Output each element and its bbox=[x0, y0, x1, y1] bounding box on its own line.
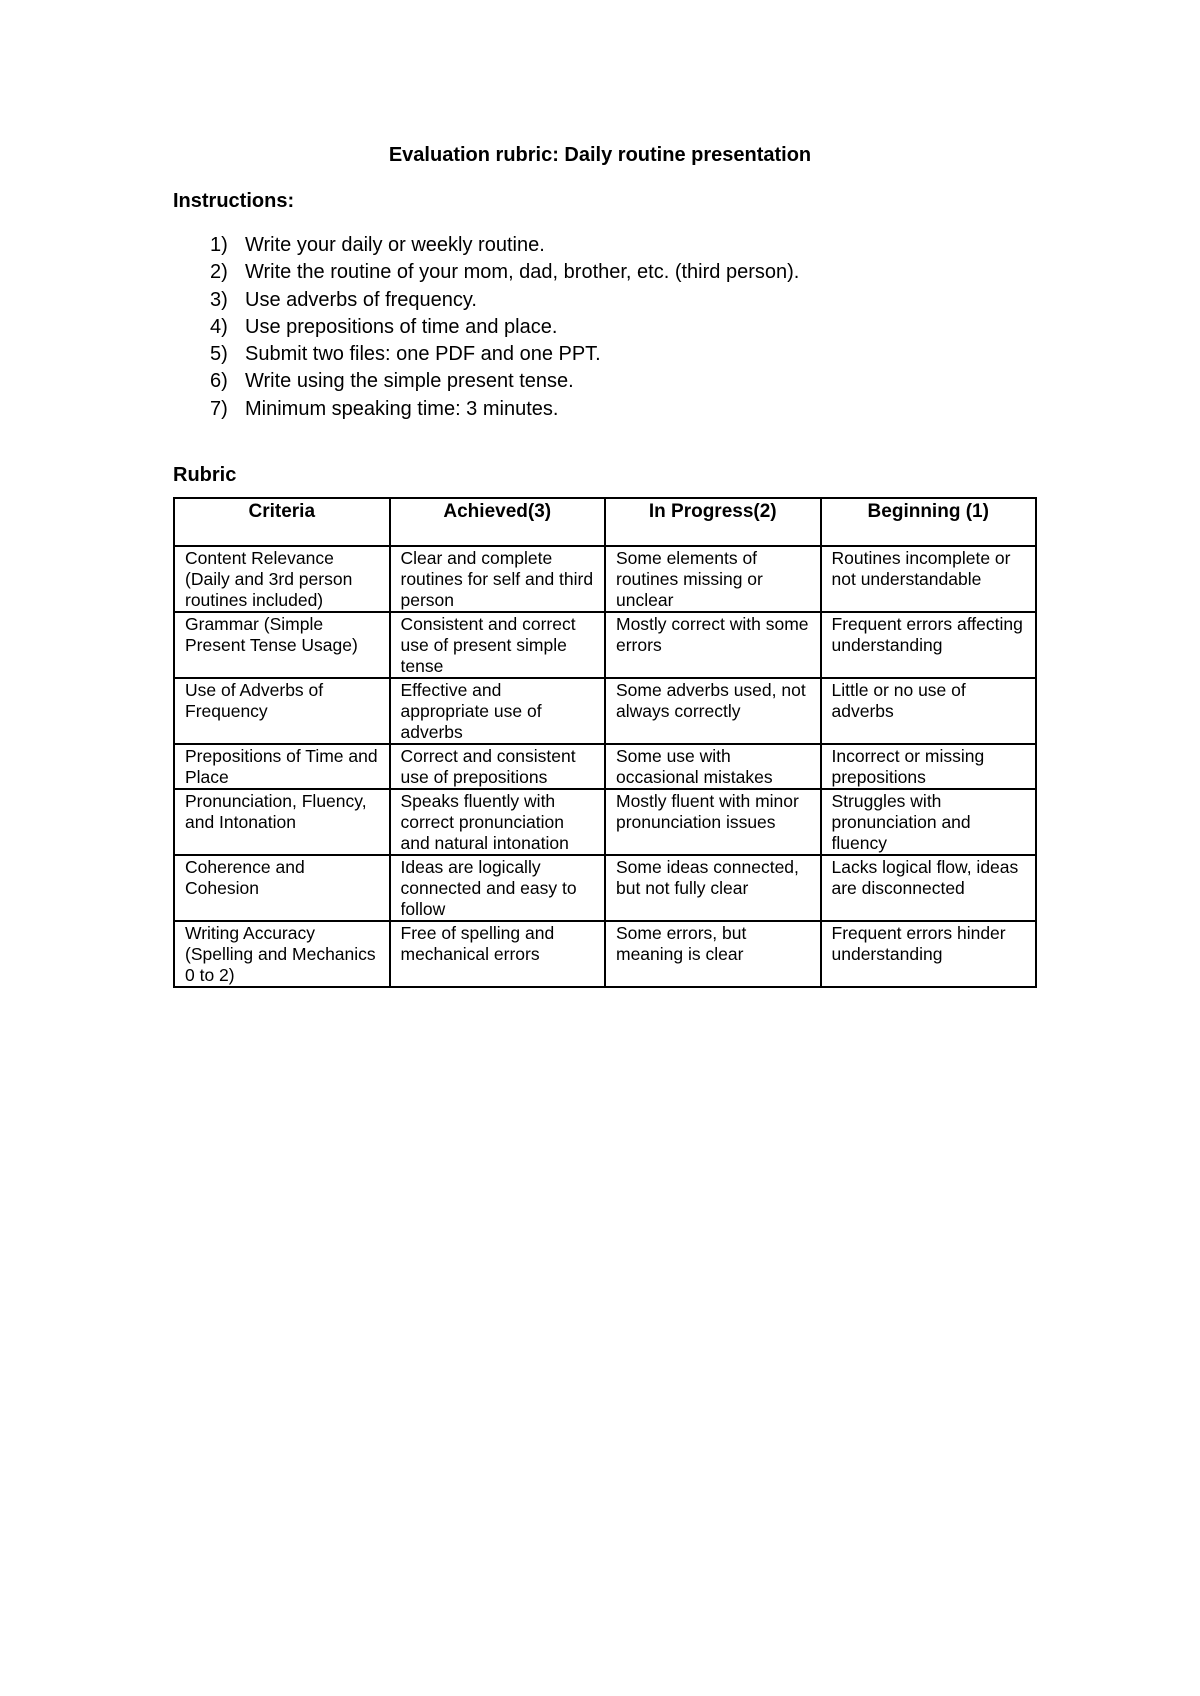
instruction-number: 1) bbox=[210, 234, 228, 256]
instruction-number: 5) bbox=[210, 343, 228, 366]
table-cell: Consistent and correct use of present simple tense bbox=[390, 612, 606, 678]
instructions-heading: Instructions: bbox=[173, 190, 295, 212]
table-cell: Little or no use of adverbs bbox=[821, 678, 1037, 744]
instructions-list bbox=[173, 232, 799, 423]
instruction-item bbox=[173, 368, 799, 395]
instruction-text: Submit two files: one PDF and one PPT. bbox=[245, 343, 601, 366]
table-cell: Correct and consistent use of prepositions bbox=[390, 744, 606, 789]
table-cell: Effective and appropriate use of adverbs bbox=[390, 678, 606, 744]
page-title: Evaluation rubric: Daily routine presentation bbox=[388, 144, 812, 166]
instruction-item bbox=[173, 341, 799, 368]
instruction-text: Minimum speaking time: 3 minutes. bbox=[245, 397, 559, 420]
instruction-number: 2) bbox=[210, 261, 228, 284]
table-row bbox=[174, 789, 1036, 855]
instruction-number: 7) bbox=[210, 397, 228, 420]
header-beginning: Beginning (1) bbox=[821, 498, 1037, 546]
table-cell: Speaks fluently with correct pronunciation and natural intonation bbox=[390, 789, 606, 855]
instruction-text: Use adverbs of frequency. bbox=[245, 288, 477, 311]
header-in-progress: In Progress(2) bbox=[605, 498, 821, 546]
table-cell: Prepositions of Time and Place bbox=[174, 744, 390, 789]
instruction-text: Write using the simple present tense. bbox=[245, 370, 574, 393]
table-cell: Frequent errors affecting understanding bbox=[821, 612, 1037, 678]
table-cell: Some elements of routines missing or unclear bbox=[605, 546, 821, 612]
instruction-number: 4) bbox=[210, 315, 228, 338]
instruction-text: Write the routine of your mom, dad, brother, etc. (third person). bbox=[245, 261, 800, 284]
table-row bbox=[174, 678, 1036, 744]
table-cell: Some ideas connected, but not fully clear bbox=[605, 855, 821, 921]
table-cell: Some errors, but meaning is clear bbox=[605, 921, 821, 987]
instruction-item bbox=[173, 396, 799, 423]
table-row bbox=[174, 921, 1036, 987]
table-cell: Writing Accuracy (Spelling and Mechanics 0 to 2) bbox=[174, 921, 390, 987]
table-cell: Frequent errors hinder understanding bbox=[821, 921, 1037, 987]
instruction-item bbox=[173, 314, 799, 341]
table-cell: Mostly fluent with minor pronunciation issues bbox=[605, 789, 821, 855]
table-cell: Some adverbs used, not always correctly bbox=[605, 678, 821, 744]
table-cell: Content Relevance (Daily and 3rd person routines included) bbox=[174, 546, 390, 612]
header-achieved: Achieved(3) bbox=[390, 498, 606, 546]
table-cell: Use of Adverbs of Frequency bbox=[174, 678, 390, 744]
table-cell: Some use with occasional mistakes bbox=[605, 744, 821, 789]
table-cell: Struggles with pronunciation and fluency bbox=[821, 789, 1037, 855]
table-cell: Coherence and Cohesion bbox=[174, 855, 390, 921]
table-cell: Routines incomplete or not understandable bbox=[821, 546, 1037, 612]
instruction-text: Use prepositions of time and place. bbox=[245, 315, 558, 338]
rubric-table bbox=[173, 497, 1037, 988]
table-row bbox=[174, 744, 1036, 789]
table-cell: Clear and complete routines for self and third person bbox=[390, 546, 606, 612]
instruction-number: 6) bbox=[210, 370, 228, 393]
table-row bbox=[174, 612, 1036, 678]
table-row bbox=[174, 546, 1036, 612]
table-cell: Grammar (Simple Present Tense Usage) bbox=[174, 612, 390, 678]
table-cell: Lacks logical flow, ideas are disconnected bbox=[821, 855, 1037, 921]
table-cell: Incorrect or missing prepositions bbox=[821, 744, 1037, 789]
instruction-item bbox=[173, 232, 799, 259]
instruction-item bbox=[173, 259, 799, 286]
instruction-text: Write your daily or weekly routine. bbox=[245, 234, 545, 256]
table-cell: Ideas are logically connected and easy to follow bbox=[390, 855, 606, 921]
table-cell: Mostly correct with some errors bbox=[605, 612, 821, 678]
table-cell: Pronunciation, Fluency, and Intonation bbox=[174, 789, 390, 855]
instruction-item bbox=[173, 287, 799, 314]
table-row bbox=[174, 855, 1036, 921]
table-header-row bbox=[174, 498, 1036, 546]
header-criteria: Criteria bbox=[174, 498, 390, 546]
rubric-heading: Rubric bbox=[173, 464, 237, 486]
table-cell: Free of spelling and mechanical errors bbox=[390, 921, 606, 987]
instruction-number: 3) bbox=[210, 288, 228, 311]
